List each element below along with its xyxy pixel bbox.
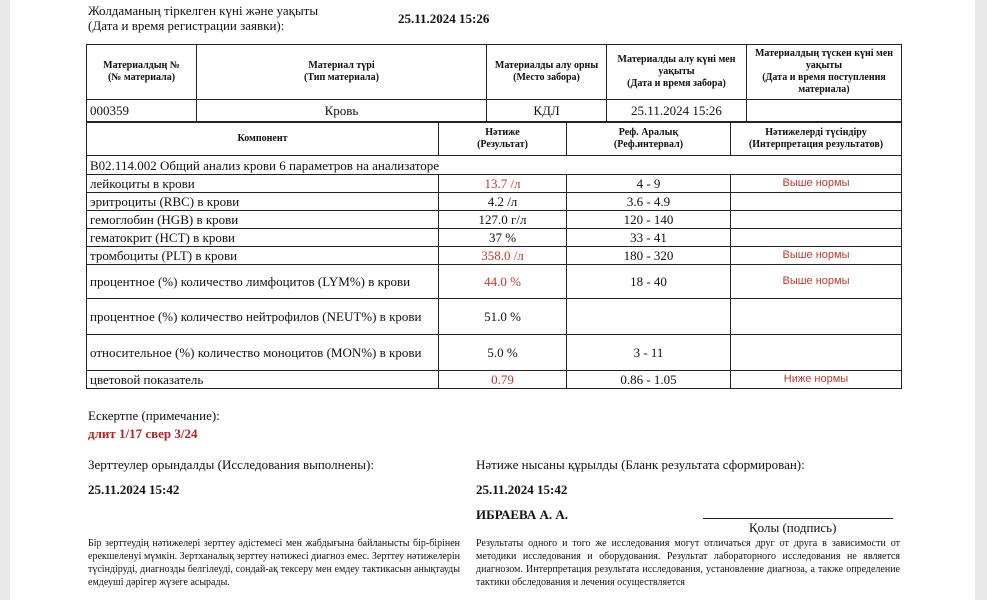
interpretation xyxy=(731,335,902,371)
header-reference: Реф. Аралық (Реф.интервал) xyxy=(567,122,731,156)
header-collection-date: Материалды алу күні мен уақыты (Дата и время забора) xyxy=(607,45,747,100)
interpretation xyxy=(731,193,902,211)
component-name: цветовой показатель xyxy=(87,371,439,389)
header-material-number: Материалдың № (№ материала) xyxy=(87,45,197,100)
result-value: 358.0 /л xyxy=(439,247,567,265)
interpretation: Ниже нормы xyxy=(731,371,902,389)
header-component: Компонент xyxy=(87,122,439,156)
result-value: 0.79 xyxy=(439,371,567,389)
formed-label: Нәтиже нысаны құрылды (Бланк результата сформирован): xyxy=(476,457,805,472)
collection-place: КДЛ xyxy=(487,100,607,123)
group-title: B02.114.002 Общий анализ крови 6 параметров на анализаторе xyxy=(87,156,902,175)
table-row xyxy=(87,299,902,335)
header-result: Нәтиже (Результат) xyxy=(439,122,567,156)
material-row xyxy=(87,100,902,123)
component-name: гемоглобин (HGB) в крови xyxy=(87,211,439,229)
reference-range: 33 - 41 xyxy=(567,229,731,247)
collection-date: 25.11.2024 15:26 xyxy=(607,100,747,123)
interpretation xyxy=(731,299,902,335)
table-row xyxy=(87,335,902,371)
interpretation: Выше нормы xyxy=(731,247,902,265)
note-value: длит 1/17 свер 3/24 xyxy=(88,426,198,441)
result-value: 4.2 /л xyxy=(439,193,567,211)
header-material-type: Материал түрі (Тип материала) xyxy=(197,45,487,100)
component-name: лейкоциты в крови xyxy=(87,175,439,193)
table-row xyxy=(87,175,902,193)
results-table xyxy=(86,121,902,389)
interpretation xyxy=(731,211,902,229)
footer-disclaimer-ru: Результаты одного и того же исследования могут отличаться друг от друга в зависимости от методики исследования и оборудования. Результат лабораторного исследования не является диагнозом. Интерпретация результата исследования, установление диагноза, а также определение тактики обследования и лечения осуществляется xyxy=(476,538,900,588)
reference-range: 3.6 - 4.9 xyxy=(567,193,731,211)
material-table xyxy=(86,44,902,123)
arrival-date xyxy=(747,100,902,123)
result-value: 44.0 % xyxy=(439,265,567,299)
note-label: Ескертпе (примечание): xyxy=(88,408,220,423)
right-frame xyxy=(975,0,987,600)
interpretation: Выше нормы xyxy=(731,175,902,193)
doctor-name: ИБРАЕВА А. А. xyxy=(476,507,569,522)
component-name: процентное (%) количество нейтрофилов (NEUT%) в крови xyxy=(87,299,439,335)
group-row xyxy=(87,156,902,175)
result-value: 37 % xyxy=(439,229,567,247)
component-name: эритроциты (RBC) в крови xyxy=(87,193,439,211)
performed-date: 25.11.2024 15:42 xyxy=(88,482,180,497)
results-header-row xyxy=(87,122,902,156)
table-row xyxy=(87,193,902,211)
result-value: 51.0 % xyxy=(439,299,567,335)
registration-label-kz: Жолдаманың тіркелген күні және уақыты xyxy=(88,3,319,18)
table-row xyxy=(87,247,902,265)
signature-label: Қолы (подпись) xyxy=(749,520,837,535)
reference-range: 120 - 140 xyxy=(567,211,731,229)
left-frame xyxy=(0,0,10,600)
performed-label: Зерттеулер орындалды (Исследования выполнены): xyxy=(88,457,374,472)
material-type: Кровь xyxy=(197,100,487,123)
result-value: 5.0 % xyxy=(439,335,567,371)
component-name: тромбоциты (PLT) в крови xyxy=(87,247,439,265)
header-interpretation: Нәтижелерді түсіндіру (Интерпретация результатов) xyxy=(731,122,902,156)
reference-range: 3 - 11 xyxy=(567,335,731,371)
formed-date: 25.11.2024 15:42 xyxy=(476,482,568,497)
registration-label-ru: (Дата и время регистрации заявки): xyxy=(88,18,285,33)
reference-range xyxy=(567,299,731,335)
reference-range: 180 - 320 xyxy=(567,247,731,265)
header-collection-place: Материалды алу орны (Место забора) xyxy=(487,45,607,100)
component-name: относительное (%) количество моноцитов (MON%) в крови xyxy=(87,335,439,371)
header-arrival-date: Материалдың түскен күні мен уақыты (Дата и время поступления материала) xyxy=(747,45,902,100)
table-row xyxy=(87,265,902,299)
footer-disclaimer-kz: Бір зерттеудің нәтижелері зерттеу әдістемесі мен жабдығына байланысты бір-бірінен ерекшеленуі мүмкін. Зертханалық зерттеу нәтижесі диагноз емес. Зерттеу нәтижелерін түсіндіруді, диагнозды белгілеуді, сондай-ақ тексеру мен емдеу тактикасын анықтауды емдеуші дәрігер жүзеге асырады. xyxy=(88,538,460,588)
result-value: 13.7 /л xyxy=(439,175,567,193)
reference-range: 4 - 9 xyxy=(567,175,731,193)
interpretation xyxy=(731,229,902,247)
table-row xyxy=(87,371,902,389)
reference-range: 18 - 40 xyxy=(567,265,731,299)
signature-line xyxy=(703,518,893,519)
reference-range: 0.86 - 1.05 xyxy=(567,371,731,389)
table-row xyxy=(87,229,902,247)
material-header-row xyxy=(87,45,902,100)
registration-date: 25.11.2024 15:26 xyxy=(398,11,490,26)
table-row xyxy=(87,211,902,229)
component-name: процентное (%) количество лимфоцитов (LYM%) в крови xyxy=(87,265,439,299)
material-number: 000359 xyxy=(87,100,197,123)
interpretation: Выше нормы xyxy=(731,265,902,299)
result-value: 127.0 г/л xyxy=(439,211,567,229)
component-name: гематокрит (HCT) в крови xyxy=(87,229,439,247)
